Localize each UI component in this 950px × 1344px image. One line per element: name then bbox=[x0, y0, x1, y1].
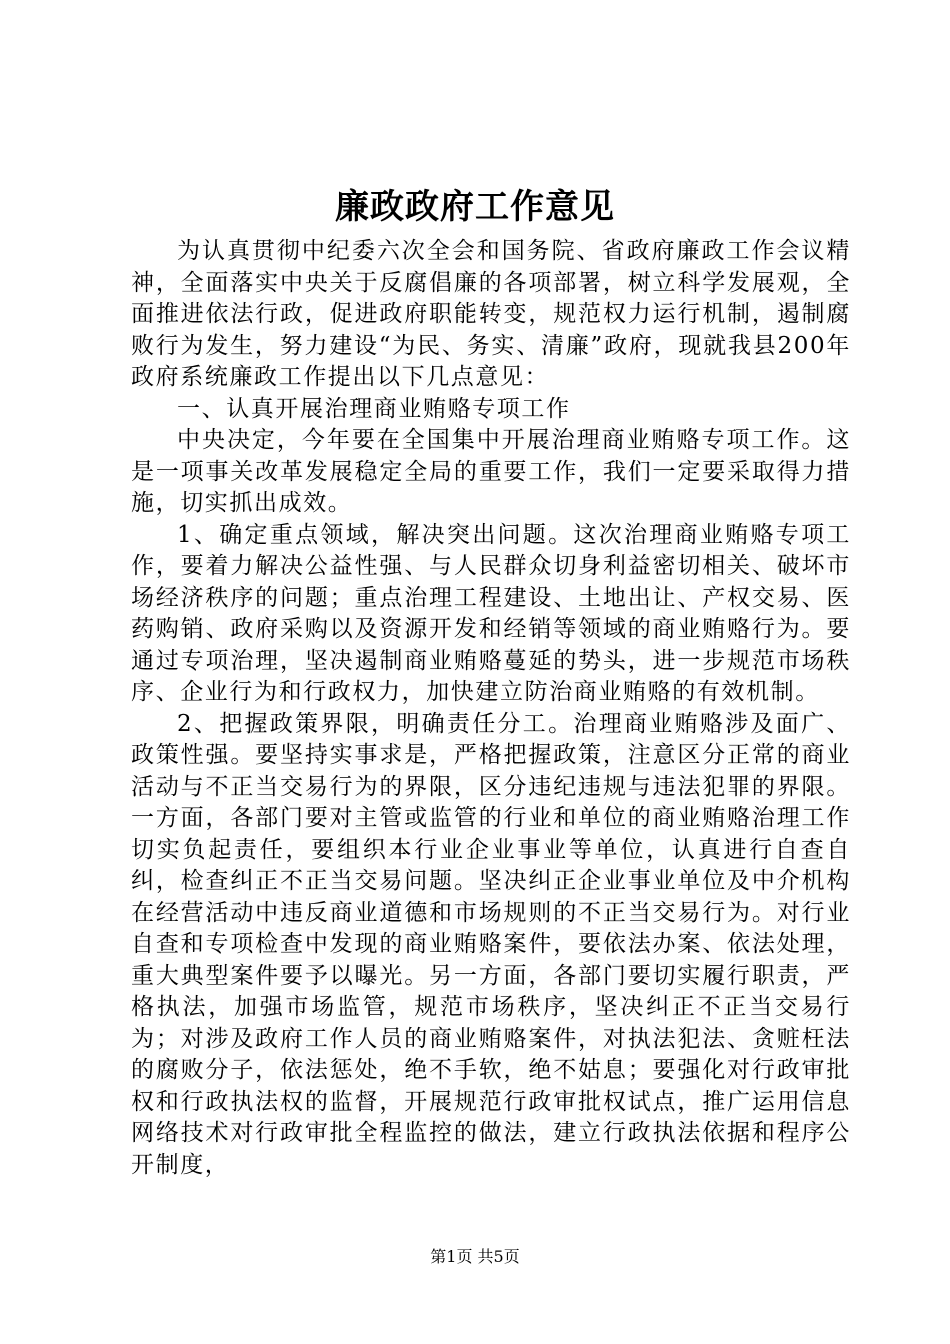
document-title: 廉政政府工作意见 bbox=[335, 187, 615, 227]
paragraph-item-2: 2、把握政策界限，明确责任分工。治理商业贿赂涉及面广、政策性强。要坚持实事求是，严格把握政策，注意区分正常的商业活动与不正当交易行为的界限，区分违纪违规与违法犯罪的界限。一方面，各部门要对主管或监管的行业和单位的商业贿赂治理工作切实负起责任，要组织本行业企业事业等单位，认真进行自查自纠，检查纠正不正当交易问题。坚决纠正企业事业单位及中介机构在经营活动中违反商业道德和市场规则的不正当交易行为。对行业自查和专项检查中发现的商业贿赂案件，要依法办案、依法处理，重大典型案件要予以曝光。另一方面，各部门要切实履行职责，严格执法，加强市场监管，规范市场秩序，坚决纠正不正当交易行为；对涉及政府工作人员的商业贿赂案件，对执法犯法、贪赃枉法的腐败分子，依法惩处，绝不手软，绝不姑息；要强化对行政审批权和行政执法权的监督，开展规范行政审批权试点，推广运用信息网络技术对行政审批全程监控的做法，建立行政执法依据和程序公开制度， bbox=[131, 710, 851, 1178]
paragraph-central-decision: 中央决定，今年要在全国集中开展治理商业贿赂专项工作。这是一项事关改革发展稳定全局的重要工作，我们一定要采取得力措施，切实抓出成效。 bbox=[131, 427, 851, 516]
document-body bbox=[131, 236, 851, 1181]
section-heading-1: 一、认真开展治理商业贿赂专项工作 bbox=[177, 395, 571, 422]
page-footer: 第1页 共5页 bbox=[430, 1247, 520, 1266]
paragraph-intro: 为认真贯彻中纪委六次全会和国务院、省政府廉政工作会议精神，全面落实中央关于反腐倡廉的各项部署，树立科学发展观，全面推进依法行政，促进政府职能转变，规范权力运行机制，遏制腐败行为发生，努力建设“为民、务实、清廉”政府，现就我县200年政府系统廉政工作提出以下几点意见： bbox=[131, 238, 851, 390]
paragraph-item-1: 1、确定重点领域，解决突出问题。这次治理商业贿赂专项工作，要着力解决公益性强、与人民群众切身利益密切相关、破坏市场经济秩序的问题；重点治理工程建设、土地出让、产权交易、医药购销、政府采购以及资源开发和经销等领域的商业贿赂行为。要通过专项治理，坚决遏制商业贿赂蔓延的势头，进一步规范市场秩序、企业行为和行政权力，加快建立防治商业贿赂的有效机制。 bbox=[131, 521, 851, 705]
